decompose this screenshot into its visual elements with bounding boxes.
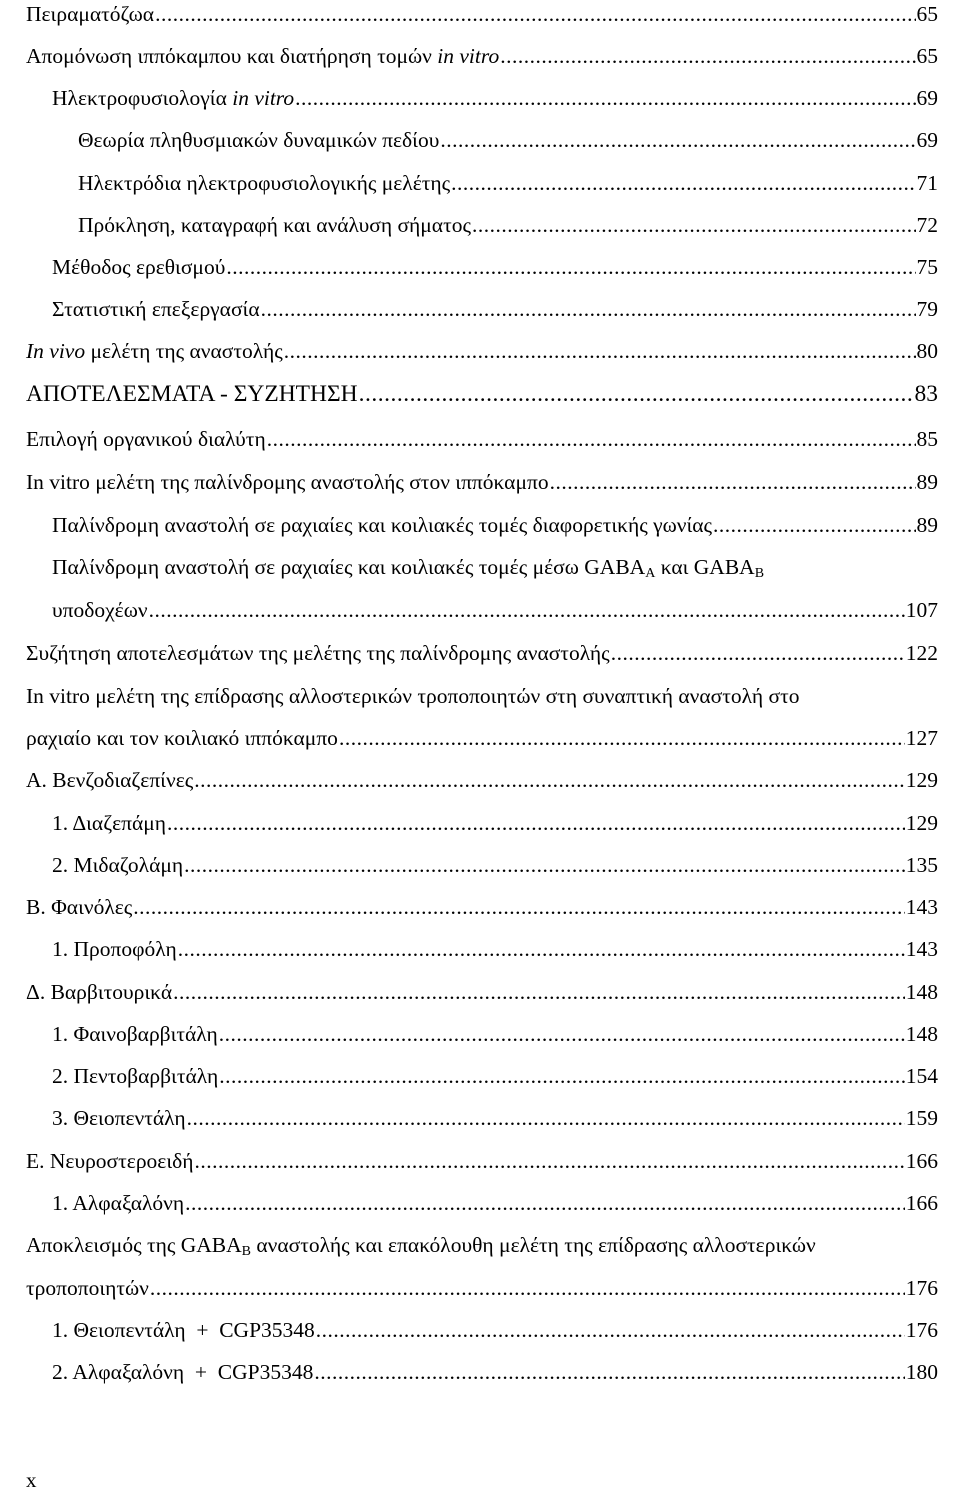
toc-entry-page: 69	[916, 86, 938, 110]
leader-dots	[133, 891, 904, 923]
toc-entry	[0, 1102, 960, 1134]
toc-entry-page: 107	[905, 598, 938, 622]
toc-entry-title: Απομόνωση ιππόκαμπου και διατήρηση τομών in vitro	[26, 44, 500, 68]
toc-entry	[0, 1145, 960, 1177]
toc-entry-page: 176	[905, 1318, 938, 1342]
toc-entry-title: ΑΠΟΤΕΛΕΣΜΑΤΑ - ΣΥΖΗΤΗΣΗ	[26, 381, 358, 407]
toc-entry-title: 3. Θειοπεντάλη	[52, 1106, 186, 1130]
toc-entry-page: 129	[905, 811, 938, 835]
toc-entry-page: 154	[905, 1064, 938, 1088]
leader-dots	[185, 1187, 905, 1219]
toc-entry-title: In vitro μελέτη της παλίνδρομης αναστολής στον ιππόκαμπο	[26, 470, 549, 494]
leader-dots	[550, 466, 916, 498]
leader-dots	[611, 637, 905, 669]
toc-entry-title: Ηλεκτρόδια ηλεκτροφυσιολογικής μελέτης	[78, 171, 451, 195]
toc-entry	[0, 637, 960, 669]
toc-entry-title: ραχιαίο και τον κοιλιακό ιππόκαμπο	[26, 726, 338, 750]
leader-dots	[440, 124, 915, 156]
leader-dots	[295, 82, 915, 114]
toc-entry-first-line: Παλίνδρομη αναστολή σε ραχιαίες και κοιλιακές τομές μέσω $GABA_A$ και $GABA_B$	[52, 555, 765, 581]
leader-dots	[339, 722, 905, 754]
leader-dots	[187, 1102, 905, 1134]
leader-dots	[451, 167, 915, 199]
toc-entry-title: Πρόκληση, καταγραφή και ανάλυση σήματος	[78, 213, 471, 237]
toc-entry-title: 1. Φαινοβαρβιτάλη	[52, 1022, 218, 1046]
toc-entry-page: 65	[916, 2, 938, 26]
toc-entry	[0, 1018, 960, 1050]
toc-entry	[0, 293, 960, 325]
toc-entry	[0, 335, 960, 367]
toc-entry-title: 2. Αλφαξαλόνη + CGP35348	[52, 1360, 314, 1384]
toc-entry-page: 75	[916, 255, 938, 279]
toc-entry-page: 69	[916, 128, 938, 152]
toc-entry-title: τροποποιητών	[26, 1276, 149, 1300]
toc-entry-page: 143	[905, 895, 938, 919]
leader-dots	[194, 764, 905, 796]
toc-entry-title: υποδοχέων	[52, 598, 148, 622]
toc-entry-title: Ε. Νευροστεροειδή	[26, 1149, 194, 1173]
toc-entry-page: 148	[905, 980, 938, 1004]
toc-entry	[0, 807, 960, 839]
toc-entry	[0, 764, 960, 796]
toc-entry-page: 159	[905, 1106, 938, 1130]
toc-entry-page: 127	[905, 726, 938, 750]
toc-entry-title: Πειραματόζωα	[26, 2, 155, 26]
toc-entry	[0, 1187, 960, 1219]
toc-entry	[0, 466, 960, 498]
toc-entry	[0, 1272, 960, 1304]
leader-dots	[500, 40, 915, 72]
toc-entry-page: 129	[905, 768, 938, 792]
toc-entry	[0, 849, 960, 881]
leader-dots	[713, 509, 915, 541]
toc-entry-page: 89	[916, 513, 938, 537]
toc-entry-title: Θεωρία πληθυσμιακών δυναμικών πεδίου	[78, 128, 440, 152]
toc-entry-page: 85	[916, 427, 938, 451]
toc-entry-page: 89	[916, 470, 938, 494]
toc-entry-title: In vivo μελέτη της αναστολής	[26, 339, 283, 363]
italic-term: in vitro	[232, 86, 295, 110]
toc-entry	[0, 1060, 960, 1092]
leader-dots	[316, 1314, 905, 1346]
toc-entry-title: Παλίνδρομη αναστολή σε ραχιαίες και κοιλιακές τομές διαφορετικής γωνίας	[52, 513, 713, 537]
toc-entry-page: 166	[905, 1191, 938, 1215]
toc-entry-title: 1. Αλφαξαλόνη	[52, 1191, 185, 1215]
leader-dots	[195, 1145, 905, 1177]
toc-entry-page: 176	[905, 1276, 938, 1300]
toc-entry-first-line: Αποκλεισμός της $GABA_B$ αναστολής και επακόλουθη μελέτη της επίδρασης αλλοστερικών	[26, 1233, 816, 1259]
leader-dots	[267, 423, 916, 455]
leader-dots	[472, 209, 916, 241]
toc-entry	[0, 933, 960, 965]
toc-section-heading	[0, 378, 960, 410]
leader-dots	[359, 378, 914, 410]
toc-entry-title: Στατιστική επεξεργασία	[52, 297, 260, 321]
leader-dots	[184, 849, 905, 881]
leader-dots	[284, 335, 916, 367]
toc-entry-page: 79	[916, 297, 938, 321]
toc-entry-title: Επιλογή οργανικού διαλύτη	[26, 427, 266, 451]
toc-entry	[0, 167, 960, 199]
leader-dots	[314, 1356, 904, 1388]
leader-dots	[149, 594, 905, 626]
leader-dots	[178, 933, 905, 965]
toc-entry	[0, 976, 960, 1008]
toc-entry-title: Συζήτηση αποτελεσμάτων της μελέτης της παλίνδρομης αναστολής	[26, 641, 610, 665]
toc-entry-title: Μέθοδος ερεθισμού	[52, 255, 226, 279]
toc-entry-page: 148	[905, 1022, 938, 1046]
toc-entry-page: 180	[905, 1360, 938, 1384]
toc-entry-page: 80	[916, 339, 938, 363]
toc-entry-title: Ηλεκτροφυσιολογία in vitro	[52, 86, 295, 110]
toc-entry-page: 166	[905, 1149, 938, 1173]
toc-entry-title: 1. Θειοπεντάλη + CGP35348	[52, 1318, 315, 1342]
leader-dots	[155, 0, 915, 30]
toc-entry-page: 143	[905, 937, 938, 961]
toc-entry	[0, 722, 960, 754]
toc-entry-page: 122	[905, 641, 938, 665]
toc-entry	[0, 891, 960, 923]
leader-dots	[150, 1272, 905, 1304]
leader-dots	[219, 1060, 905, 1092]
toc-entry	[0, 40, 960, 72]
toc-entry-title: Β. Φαινόλες	[26, 895, 133, 919]
toc-entry-page: 71	[916, 171, 938, 195]
toc-entry	[0, 594, 960, 626]
toc-entry-page: 65	[916, 44, 938, 68]
toc-entry-title: Α. Βενζοδιαζεπίνες	[26, 768, 194, 792]
toc-entry	[0, 124, 960, 156]
italic-term: In vivo	[26, 339, 86, 363]
leader-dots	[261, 293, 916, 325]
toc-entry-page: 72	[916, 213, 938, 237]
page-number: x	[26, 1468, 37, 1492]
leader-dots	[173, 976, 905, 1008]
toc-entry	[0, 209, 960, 241]
toc-entry-title: 2. Μιδαζολάμη	[52, 853, 184, 877]
toc-entry	[0, 0, 960, 30]
leader-dots	[167, 807, 905, 839]
toc-entry	[0, 1314, 960, 1346]
toc-entry-first-line: In vitro μελέτη της επίδρασης αλλοστερικών τροποποιητών στη συναπτική αναστολή στο	[26, 684, 800, 708]
toc-entry-title: 1. Προποφόλη	[52, 937, 177, 961]
toc-entry-page: 83	[914, 381, 938, 407]
leader-dots	[226, 251, 915, 283]
toc-entry-page: 135	[905, 853, 938, 877]
toc-entry-title: 2. Πεντοβαρβιτάλη	[52, 1064, 219, 1088]
leader-dots	[219, 1018, 905, 1050]
toc-entry	[0, 423, 960, 455]
toc-entry-title: Δ. Βαρβιτουρικά	[26, 980, 173, 1004]
toc-entry	[0, 1356, 960, 1388]
toc-entry-title: 1. Διαζεπάμη	[52, 811, 167, 835]
italic-term: in vitro	[437, 44, 500, 68]
toc-entry	[0, 82, 960, 114]
toc-entry	[0, 509, 960, 541]
toc-entry	[0, 251, 960, 283]
